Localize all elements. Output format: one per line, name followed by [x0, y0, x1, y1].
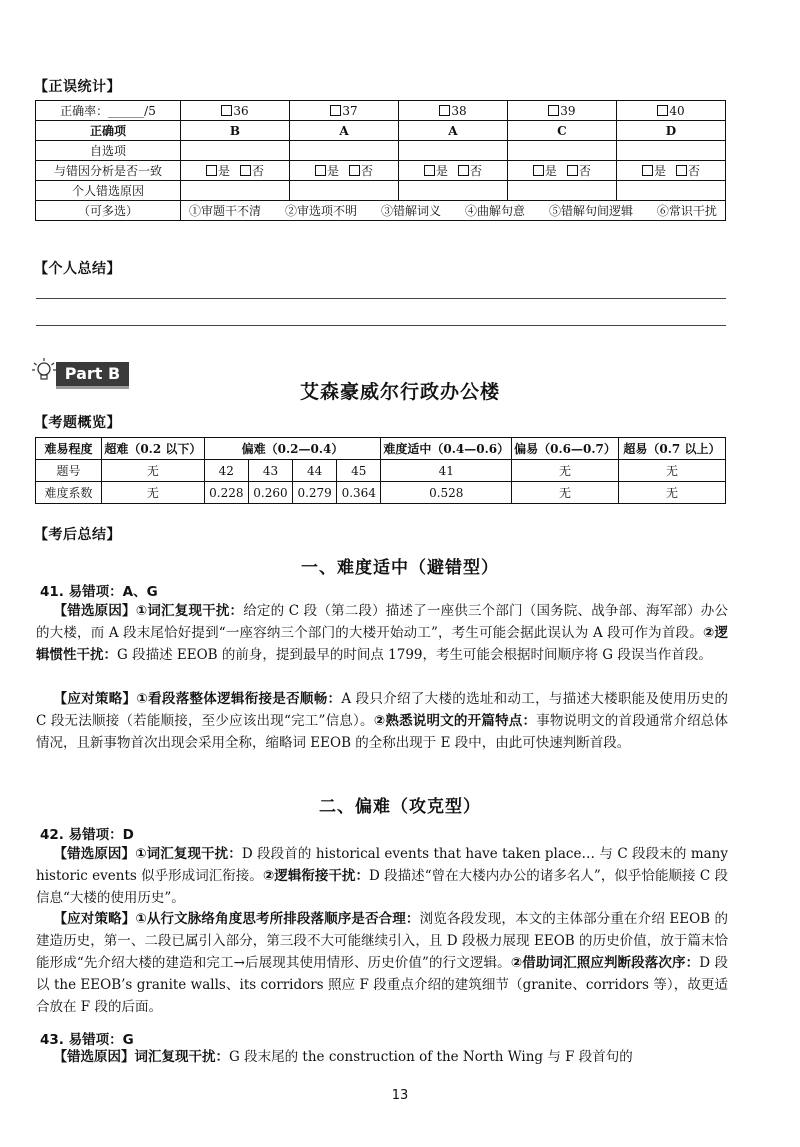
table-row: [36, 121, 726, 141]
paragraph: [36, 843, 728, 909]
paragraph: [36, 688, 728, 754]
item-heading: 41. 易错项：A、G: [40, 584, 158, 600]
own-choice-input[interactable]: [181, 141, 290, 161]
rate-cell: 正确率：______/5: [36, 101, 181, 121]
section-heading: 二、偏难（攻克型）: [319, 797, 481, 817]
item-heading: 42. 易错项：D: [40, 827, 134, 843]
row-label: 题号: [36, 460, 102, 482]
tag: 【错选原因】: [53, 603, 136, 619]
table-cell: 43: [248, 460, 292, 482]
yes-no-cell: [616, 161, 725, 181]
question-cell: [507, 101, 616, 121]
yes-label: 是: [217, 163, 230, 178]
summary-line[interactable]: [36, 298, 726, 299]
table-row: [36, 438, 726, 460]
table-row: [36, 201, 726, 221]
table-cell: 无: [102, 482, 205, 504]
text: 浏览各段发现，本文的主体部分重在介绍 EEOB 的建造历史，第一、二段已属引入部分，第三段不大可能继续引入，且 D 段极力展现 EEOB 的历史价值，放于篇末恰能形成“先介绍大楼的建造和完工→后展现其使用情形、历史价值”的行文逻辑。: [36, 911, 728, 971]
text: D 段以 the EEOB’s granite walls、its corridors 照应 F 段重点介绍的建筑细节（granite、corridors 等），故更适合放在 F 段的后面。: [36, 955, 728, 1015]
yes-label: 是: [544, 163, 557, 178]
correct-answer: A: [398, 121, 507, 141]
no-label: 否: [578, 163, 591, 178]
paragraph: [36, 600, 728, 666]
correct-answer: C: [507, 121, 616, 141]
tag: 【应对策略】: [53, 691, 137, 707]
question-number: 37: [342, 103, 358, 118]
correct-label: 正确项: [36, 121, 181, 141]
no-label: 否: [251, 163, 264, 178]
no-label: 否: [360, 163, 373, 178]
table-row: [36, 161, 726, 181]
error-stats-table: [35, 100, 726, 221]
question-number: 36: [233, 103, 249, 118]
table-cell: 无: [618, 460, 725, 482]
table-cell: 0.260: [248, 482, 292, 504]
page-number: 13: [391, 1088, 409, 1103]
tag: ①词汇复现干扰：: [135, 603, 244, 619]
reason-input[interactable]: [616, 181, 725, 201]
yes-no-cell: [507, 161, 616, 181]
text: G 段描述 EEOB 的前身，提到最早的时间点 1799，考生可能会根据时间顺序将 G 段误当作首段。: [117, 647, 712, 663]
yes-label: 是: [653, 163, 666, 178]
table-cell: 0.528: [381, 482, 512, 504]
reason-option[interactable]: ③错解词义: [380, 203, 441, 218]
table-cell: 42: [204, 460, 248, 482]
question-cell: [289, 101, 398, 121]
checkbox[interactable]: [439, 105, 450, 116]
question-cell: [398, 101, 507, 121]
tag: 【错选原因】: [53, 1049, 135, 1065]
reason-option[interactable]: ⑤错解句间逻辑: [548, 203, 633, 218]
part-b-badge: Part B: [56, 362, 129, 389]
no-checkbox[interactable]: [676, 165, 687, 176]
table-header: 难易程度: [36, 438, 102, 460]
table-cell: 0.364: [337, 482, 381, 504]
tag: ②逻辑惯性干扰：: [36, 625, 728, 663]
item-heading: 43. 易错项：G: [40, 1032, 134, 1048]
table-cell: 45: [337, 460, 381, 482]
table-cell: 无: [512, 460, 619, 482]
reason-multi-label: （可多选）: [36, 201, 181, 221]
question-number: 38: [451, 103, 467, 118]
yes-label: 是: [326, 163, 339, 178]
tag: ②逻辑衔接干扰：: [262, 868, 369, 884]
no-checkbox[interactable]: [240, 165, 251, 176]
yes-label: 是: [435, 163, 448, 178]
no-checkbox[interactable]: [567, 165, 578, 176]
correct-answer: A: [289, 121, 398, 141]
yes-checkbox[interactable]: [642, 165, 653, 176]
consistency-label: 与错因分析是否一致: [36, 161, 181, 181]
question-number: 39: [560, 103, 576, 118]
checkbox[interactable]: [657, 105, 668, 116]
text: D 段段首的 historical events that have taken place… 与 C 段段末的 many historic events 似乎形成词汇衔接。: [36, 846, 728, 884]
checkbox[interactable]: [221, 105, 232, 116]
table-cell: 0.279: [293, 482, 337, 504]
question-cell: [181, 101, 290, 121]
text: 给定的 C 段（第二段）描述了一座供三个部门（国务院、战争部、海军部）办公的大楼，而 A 段末尾恰好提到“一座容纳三个部门的大楼开始动工”，考生可能会据此误认为 A 段可作为首段。: [36, 603, 728, 641]
own-choice-input[interactable]: [507, 141, 616, 161]
question-cell: [616, 101, 725, 121]
tag: 【应对策略】: [53, 911, 136, 927]
table-cell: 无: [512, 482, 619, 504]
tag: ①词汇复现干扰：: [135, 846, 242, 862]
table-row: [36, 482, 726, 504]
table-header: 难度适中（0.4—0.6）: [381, 438, 512, 460]
table-header: 偏易（0.6—0.7）: [512, 438, 619, 460]
section-heading: 一、难度适中（避错型）: [301, 558, 499, 578]
yes-checkbox[interactable]: [206, 165, 217, 176]
own-choice-input[interactable]: [616, 141, 725, 161]
reason-option[interactable]: ⑥常识干扰: [656, 203, 717, 218]
page-title: 艾森豪威尔行政办公楼: [299, 381, 500, 403]
overview-label: 【考题概览】: [34, 415, 121, 431]
reason-option[interactable]: ④曲解句意: [464, 203, 525, 218]
reason-input[interactable]: [289, 181, 398, 201]
reason-option[interactable]: ①审题干不清: [189, 203, 262, 218]
text: G 段末尾的 the construction of the North Wing 与 F 段首句的: [229, 1049, 633, 1065]
table-header: 偏难（0.2—0.4）: [204, 438, 381, 460]
checkbox[interactable]: [548, 105, 559, 116]
no-label: 否: [469, 163, 482, 178]
table-cell: 0.228: [204, 482, 248, 504]
table-row: [36, 460, 726, 482]
own-choice-label: 自选项: [36, 141, 181, 161]
reason-options: [181, 201, 726, 221]
own-choice-input[interactable]: [289, 141, 398, 161]
reason-input[interactable]: [181, 181, 290, 201]
reason-label: 个人错选原因: [36, 181, 181, 201]
own-choice-input[interactable]: [398, 141, 507, 161]
question-number: 40: [669, 103, 685, 118]
correct-answer: B: [181, 121, 290, 141]
yes-no-cell: [181, 161, 290, 181]
tag: ①看段落整体逻辑衔接是否顺畅：: [136, 691, 342, 707]
table-header: 超难（0.2 以下）: [102, 438, 205, 460]
row-label: 难度系数: [36, 482, 102, 504]
paragraph: [36, 1046, 728, 1068]
table-cell: 44: [293, 460, 337, 482]
text: D 段描述“曾在大楼内办公的诸多名人”，似乎恰能顺接 C 段信息“大楼的使用历史”。: [36, 868, 728, 906]
yes-checkbox[interactable]: [533, 165, 544, 176]
text: A 段只介绍了大楼的选址和动工，与描述大楼职能及使用历史的 C 段无法顺接（若能顺接，至少应该出现“完工”信息）。: [36, 691, 728, 729]
no-checkbox[interactable]: [458, 165, 469, 176]
tag: ①从行文脉络角度思考所排段落顺序是否合理：: [135, 911, 420, 927]
table-cell: 无: [618, 482, 725, 504]
table-row: [36, 101, 726, 121]
yes-checkbox[interactable]: [315, 165, 326, 176]
table-cell: 41: [381, 460, 512, 482]
reason-input[interactable]: [398, 181, 507, 201]
reason-option[interactable]: ②审选项不明: [284, 203, 357, 218]
text: 事物说明文的首段通常介绍总体情况，且新事物首次出现会采用全称，缩略词 EEOB 的全称出现于 E 段中，由此可快速判断首段。: [36, 713, 728, 751]
yes-checkbox[interactable]: [424, 165, 435, 176]
tag: ②借助词汇照应判断段落次序：: [510, 955, 700, 971]
correct-answer: D: [616, 121, 725, 141]
summary-line[interactable]: [36, 325, 726, 326]
yes-no-cell: [398, 161, 507, 181]
table-row: [36, 181, 726, 201]
tag: 词汇复现干扰：: [134, 1049, 230, 1065]
table-header: 超易（0.7 以上）: [618, 438, 725, 460]
overview-table: [35, 437, 726, 504]
post-summary-label: 【考后总结】: [34, 527, 121, 543]
no-checkbox[interactable]: [349, 165, 360, 176]
tag: 【错选原因】: [53, 846, 136, 862]
personal-summary-label: 【个人总结】: [34, 261, 121, 277]
tag: ②熟悉说明文的开篇特点：: [373, 713, 537, 729]
paragraph: [36, 908, 728, 1018]
checkbox[interactable]: [330, 105, 341, 116]
error-stats-label: 【正误统计】: [34, 79, 121, 95]
reason-input[interactable]: [507, 181, 616, 201]
table-row: [36, 141, 726, 161]
table-cell: 无: [102, 460, 205, 482]
yes-no-cell: [289, 161, 398, 181]
no-label: 否: [687, 163, 700, 178]
